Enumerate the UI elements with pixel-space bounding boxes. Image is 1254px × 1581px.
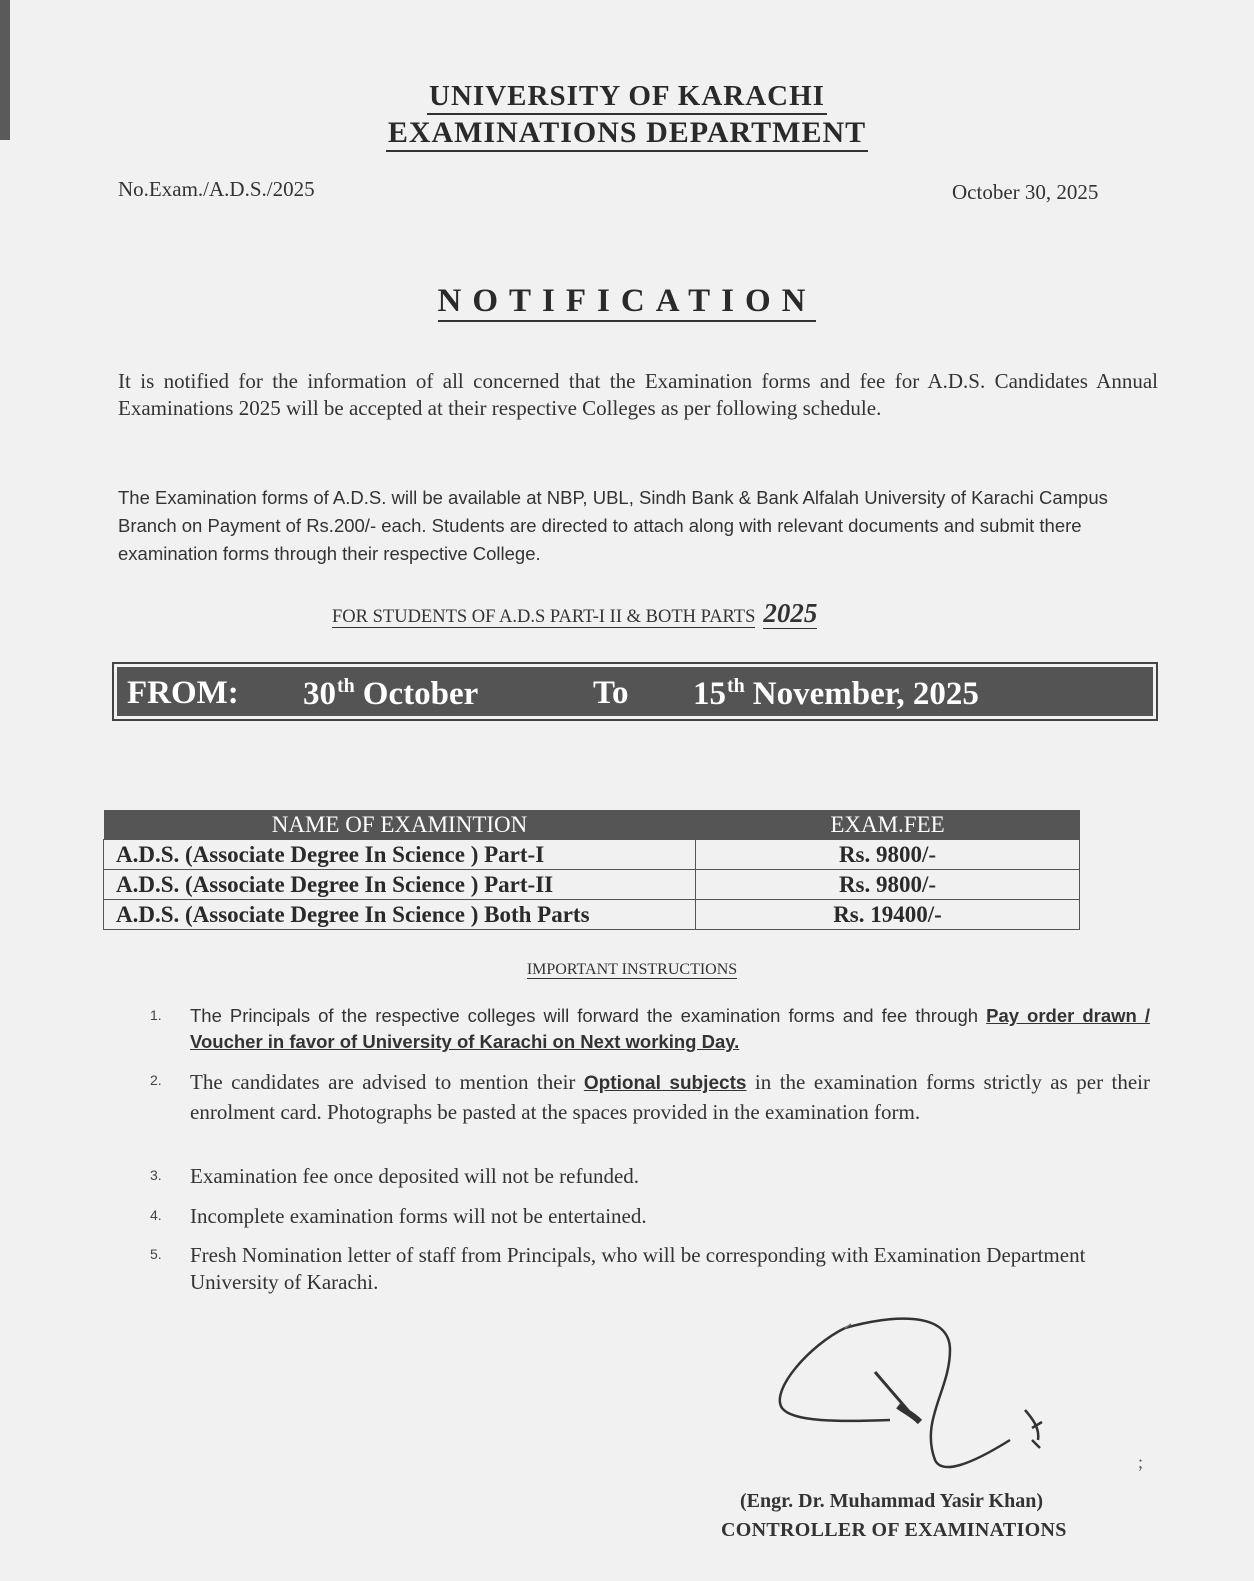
start-day: 30 xyxy=(303,676,336,712)
table-row xyxy=(104,870,1080,900)
instruction-number: 4. xyxy=(150,1207,162,1223)
notification-title: NOTIFICATION xyxy=(0,283,1254,320)
schedule-heading-year: 2025 xyxy=(763,598,818,628)
table-row xyxy=(104,840,1080,870)
instruction-text: The Principals of the respective colleges will forward the examination forms and fee through Pay order drawn / Voucher in favor of University of Karachi on Next working Day. xyxy=(190,1005,1150,1052)
instruction-text: Fresh Nomination letter of staff from Principals, who will be corresponding with Examination Department University of Karachi. xyxy=(190,1243,1086,1294)
instruction-number: 5. xyxy=(150,1246,162,1262)
schedule-banner xyxy=(112,662,1158,721)
exam-fee-cell: Rs. 19400/- xyxy=(696,900,1080,930)
end-date xyxy=(693,675,979,713)
reference-number: No.Exam./A.D.S./2025 xyxy=(118,177,315,201)
exam-name-cell: A.D.S. (Associate Degree In Science ) Part-II xyxy=(104,870,696,900)
instruction-highlight: Optional subjects xyxy=(583,1073,747,1094)
end-day-suffix: th xyxy=(727,675,745,697)
from-label: FROM: xyxy=(127,675,239,711)
header-exam-name: NAME OF EXAMINTION xyxy=(104,810,696,840)
end-day: 15 xyxy=(693,676,726,712)
forms-availability-paragraph: The Examination forms of A.D.S. will be available at NBP, UBL, Sindh Bank & Bank Alfalah University of Karachi Campus Branch on Payment of Rs.200/- each. Students are directed to attach along with relevant documents and submit there examination forms through their respective College. xyxy=(118,487,1108,564)
signature xyxy=(770,1310,1090,1490)
exam-name-cell: A.D.S. (Associate Degree In Science ) Part-I xyxy=(104,840,696,870)
end-month-year: November, 2025 xyxy=(752,676,979,712)
start-date xyxy=(303,675,478,713)
issue-date: October 30, 2025 xyxy=(952,180,1099,204)
schedule-heading xyxy=(332,598,817,629)
instruction-text: The candidates are advised to mention their Optional subjects in the examination forms strictly as per their enrolment card. Photographs be pasted at the spaces provided in the examination form. xyxy=(190,1070,1150,1124)
university-title: UNIVERSITY OF KARACHI xyxy=(0,80,1254,113)
instruction-highlight: Pay order drawn / Voucher in favor of University of Karachi on Next working Day. xyxy=(190,1005,1150,1052)
exam-name-cell: A.D.S. (Associate Degree In Science ) Both Parts xyxy=(104,900,696,930)
fee-table-header xyxy=(104,810,1080,840)
intro-paragraph: It is notified for the information of all concerned that the Examination forms and fee for A.D.S. Candidates Annual Examinations 2025 will be accepted at their respective Colleges as per following schedule. xyxy=(118,369,1158,420)
signatory-title: CONTROLLER OF EXAMINATIONS xyxy=(721,1519,1067,1541)
schedule-banner-inner xyxy=(117,667,1153,716)
instruction-number: 3. xyxy=(150,1167,162,1183)
instructions-heading: IMPORTANT INSTRUCTIONS xyxy=(526,961,738,978)
margin-mark: ; xyxy=(1138,1452,1144,1472)
start-month: October xyxy=(362,676,479,712)
instruction-number: 1. xyxy=(150,1007,162,1023)
schedule-heading-label: FOR STUDENTS OF A.D.S PART-I II & BOTH PARTS xyxy=(332,607,756,627)
header-exam-fee: EXAM.FEE xyxy=(696,810,1080,840)
exam-fee-cell: Rs. 9800/- xyxy=(696,840,1080,870)
department-title: EXAMINATIONS DEPARTMENT xyxy=(0,116,1254,150)
table-row xyxy=(104,900,1080,930)
instruction-number: 2. xyxy=(150,1072,162,1088)
to-label: To xyxy=(593,675,629,711)
exam-fee-cell: Rs. 9800/- xyxy=(696,870,1080,900)
fee-table xyxy=(103,810,1080,930)
instruction-text: Examination fee once deposited will not be refunded. xyxy=(190,1164,640,1188)
start-day-suffix: th xyxy=(337,675,355,697)
signatory-name: (Engr. Dr. Muhammad Yasir Khan) xyxy=(740,1490,1044,1512)
instruction-text: Incomplete examination forms will not be entertained. xyxy=(190,1204,647,1228)
